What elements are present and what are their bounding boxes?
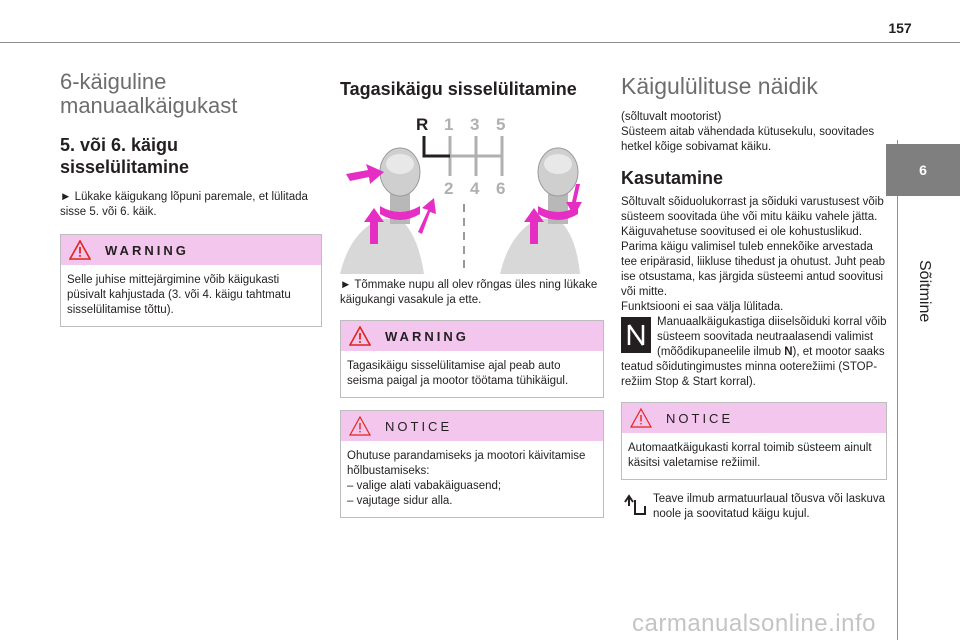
warning-header (61, 235, 321, 265)
gear-lever-right (500, 148, 582, 274)
reverse-notice-body (341, 441, 603, 517)
side-rule (897, 140, 898, 640)
neutral-gear-icon (621, 317, 651, 353)
main-title: 6-käiguline manuaalkäigukast (60, 69, 238, 118)
reverse-gate-line (424, 136, 450, 156)
reverse-notice-header (341, 411, 603, 441)
warning-icon (69, 240, 91, 260)
header-rule (0, 42, 960, 43)
gear-label-r: R (416, 115, 429, 134)
usage-text: Sõltuvalt sõiduolukorrast ja sõiduki varustusest võib süsteem soovitada ühe või mitu käiku vahele jätta. Käiguvahetuse soovitused ei ole kohustuslikud. Parima käigu valimisel tuleb ennekõike arvestada tee eripärasid, liikluse tihedust ja ohutust. Juht peab ise otsustama, kas järgida süsteemi antud soovitusi või mitte. Funktsiooni ei saa välja lülitada. (621, 196, 886, 313)
gear-lever-left (340, 148, 436, 274)
gear-label-3: 3 (470, 115, 480, 134)
column-middle (340, 70, 604, 518)
reverse-gear-figure (340, 114, 604, 274)
page-number: 157 (888, 20, 912, 36)
watermark: carmanualsonline.info (632, 610, 876, 637)
reverse-warning-text: Tagasikäigu sisselülitamise ajal peab auto seisma paigal ja mootor töötama tühikäigul. (347, 360, 569, 387)
indicator-notice-header (622, 403, 886, 433)
gear-gate-lines (450, 136, 502, 176)
reverse-instruction: ► Tõmmake nupu all olev rõngas üles ning lükake käigukangi vasakule ja ette. (340, 279, 598, 306)
column-right (621, 70, 887, 522)
neutral-paragraph (621, 315, 887, 390)
gear-pattern-diagram (340, 114, 604, 274)
indicator-title: Käigulülituse näidik (621, 73, 818, 99)
warning-text: Selle juhise mittejärgimine võib käigukasti püsivalt kahjustada (3. või 4. käigu tahtmatu sisselülitamise tõttu). (67, 274, 291, 316)
gear-label-2: 2 (444, 179, 454, 198)
indicator-notice-box (621, 402, 887, 480)
indicator-intro: (sõltuvalt mootorist) Süsteem aitab vähendada kütusekulu, soovitades hetkel kõige sobivamat käiku. (621, 111, 875, 153)
notice-icon (630, 408, 652, 428)
reverse-warning-header (341, 321, 603, 351)
chapter-tab[interactable]: 6 (886, 144, 960, 196)
notice-item: – valige alati vabakäiguasend; (347, 480, 502, 492)
gear-label-6: 6 (496, 179, 506, 198)
chapter-title: Sõitmine (916, 260, 933, 323)
neutral-text-a: Manuaalkäigukastiga diiselsõiduki korral võib süsteem soovitada neutraalasendi valimist (mõõdikupaneelile ilmub (657, 316, 887, 358)
column-left (60, 70, 322, 327)
neutral-text-b: ), et mootor saaks teatud sõidutingimustes minna ooterežiimi (STOP-režiim Stop & Start korral). (621, 346, 885, 388)
section-title: 5. või 6. käigu sisselülitamine (60, 135, 190, 177)
indicator-notice-label: NOTICE (666, 410, 734, 426)
reverse-notice-label: NOTICE (385, 418, 453, 434)
warning-box (60, 234, 322, 327)
notice-item: – vajutage sidur alla. (347, 495, 453, 507)
instruction-text: ► Lükake käigukang lõpuni paremale, et lülitada sisse 5. või 6. käik. (60, 191, 308, 218)
warning-label: WARNING (105, 242, 189, 258)
reverse-notice-box (340, 410, 604, 518)
gear-label-5: 5 (496, 115, 506, 134)
shift-info-row (621, 492, 887, 522)
shift-info-text: Teave ilmub armatuurlaual tõusva või laskuva noole ja soovitatud käigu kujul. (653, 493, 886, 520)
indicator-notice-text: Automaatkäigukasti korral toimib süsteem ainult käsitsi valetamise režiimil. (628, 442, 872, 469)
reverse-warning-box (340, 320, 604, 398)
reverse-title: Tagasikäigu sisselülitamine (340, 79, 577, 99)
gear-label-4: 4 (470, 179, 480, 198)
notice-icon (349, 416, 371, 436)
notice-intro: Ohutuse parandamiseks ja mootori käivitamise hõlbustamiseks: (347, 450, 586, 477)
gear-label-1: 1 (444, 115, 454, 134)
neutral-text-bold: N (784, 346, 793, 358)
warning-icon (349, 326, 371, 346)
shift-indicator-icon (621, 492, 649, 520)
usage-title: Kasutamine (621, 168, 724, 188)
reverse-warning-label: WARNING (385, 328, 469, 344)
